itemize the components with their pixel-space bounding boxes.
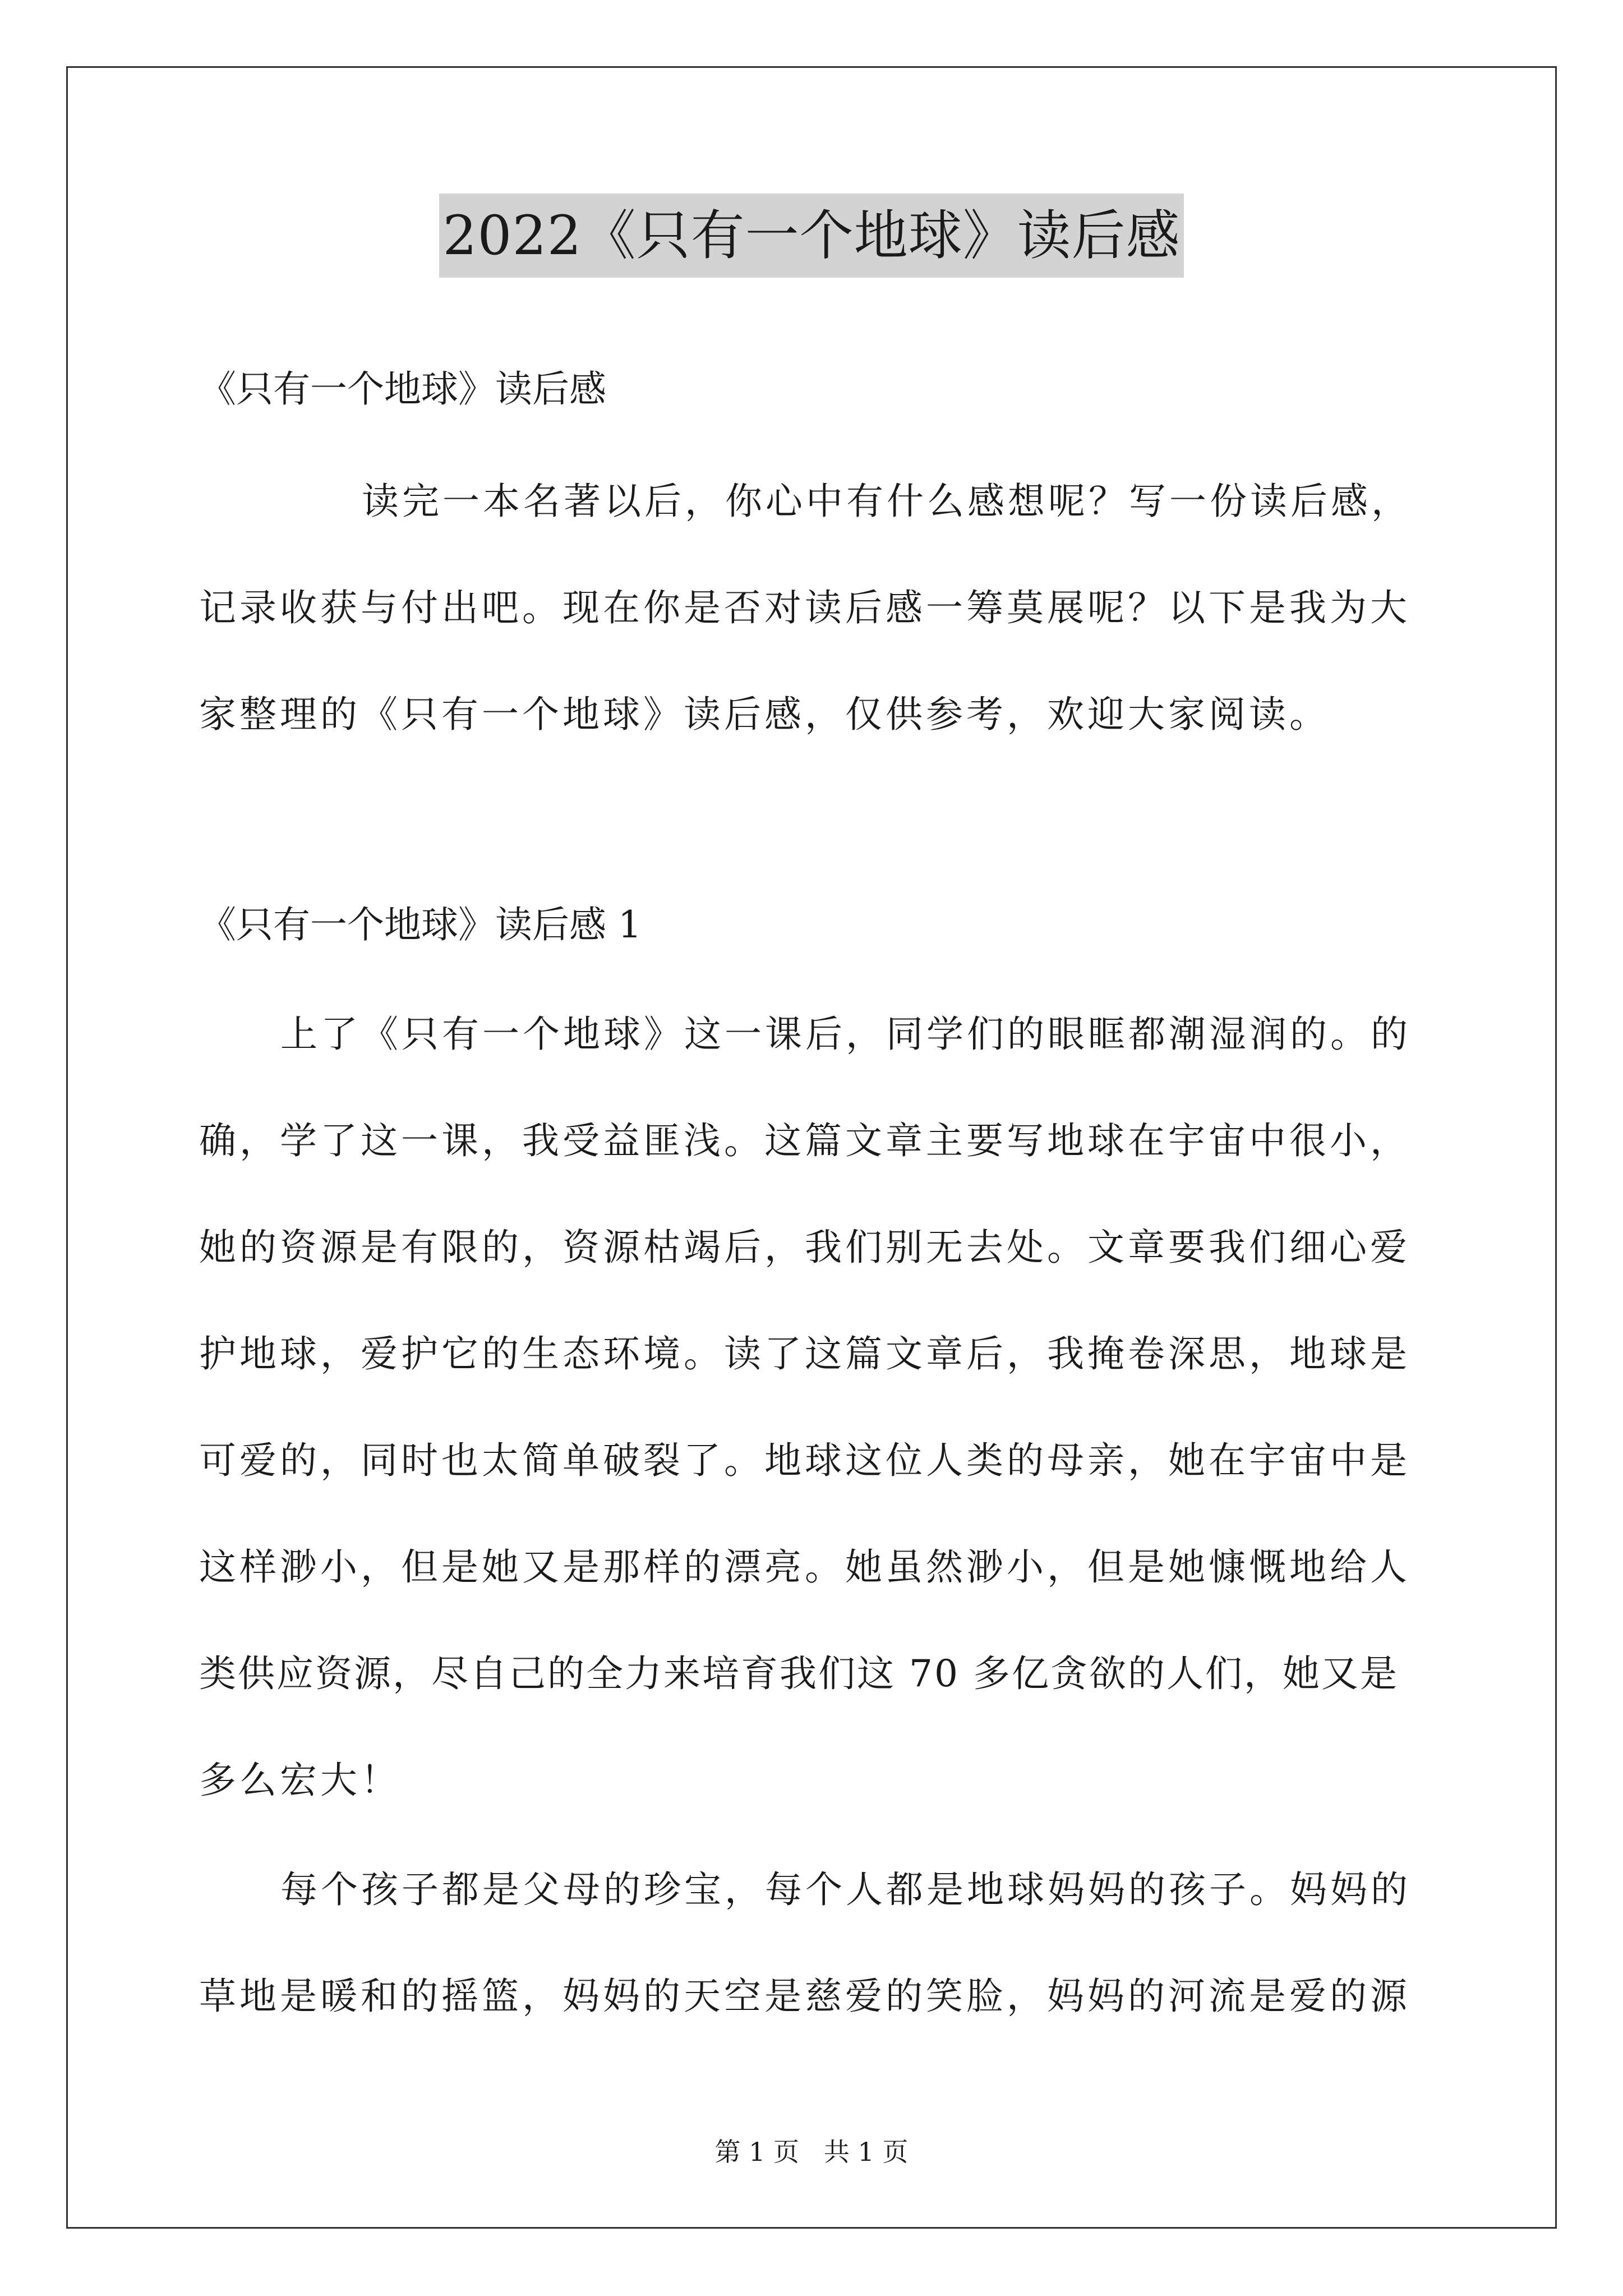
paragraph-line: 多么宏大！ xyxy=(199,1759,401,1802)
document-title: 2022《只有一个地球》读后感 xyxy=(439,194,1183,278)
paragraph-line: 这样渺小，但是她又是那样的漂亮。她虽然渺小，但是她慷慨地给人 xyxy=(199,1545,1410,1589)
page-footer: 第 1 页 共 1 页 xyxy=(714,2137,909,2167)
paragraph-line: 护地球，爱护它的生态环境。读了这篇文章后，我掩卷深思，地球是 xyxy=(199,1332,1410,1375)
paragraph-line: 草地是暖和的摇篮，妈妈的天空是慈爱的笑脸，妈妈的河流是爱的源 xyxy=(199,1975,1410,2018)
paragraph-line: 确，学了这一课，我受益匪浅。这篇文章主要写地球在宇宙中很小， xyxy=(199,1119,1410,1162)
paragraph-line: 每个孩子都是父母的珍宝，每个人都是地球妈妈的孩子。妈妈的 xyxy=(280,1868,1411,1911)
paragraph-line: 可爱的，同时也太简单破裂了。地球这位人类的母亲，她在宇宙中是 xyxy=(199,1439,1410,1482)
intro-line: 家整理的《只有一个地球》读后感，仅供参考，欢迎大家阅读。 xyxy=(199,693,1330,736)
paragraph-line: 类供应资源，尽自己的全力来培育我们这 70 多亿贪欲的人们，她又是 xyxy=(199,1652,1399,1695)
paragraph-line: 上了《只有一个地球》这一课后，同学们的眼眶都潮湿润的。的 xyxy=(280,1013,1411,1056)
paragraph-line: 她的资源是有限的，资源枯竭后，我们别无去处。文章要我们细心爱 xyxy=(199,1226,1410,1269)
title-container xyxy=(0,194,1623,278)
intro-line: 记录收获与付出吧。现在你是否对读后感一筹莫展呢？以下是我为大 xyxy=(199,586,1410,629)
section-heading: 《只有一个地球》读后感 1 xyxy=(199,903,642,946)
intro-line: 读完一本名著以后，你心中有什么感想呢？写一份读后感， xyxy=(362,480,1412,523)
section-heading: 《只有一个地球》读后感 xyxy=(199,367,606,411)
